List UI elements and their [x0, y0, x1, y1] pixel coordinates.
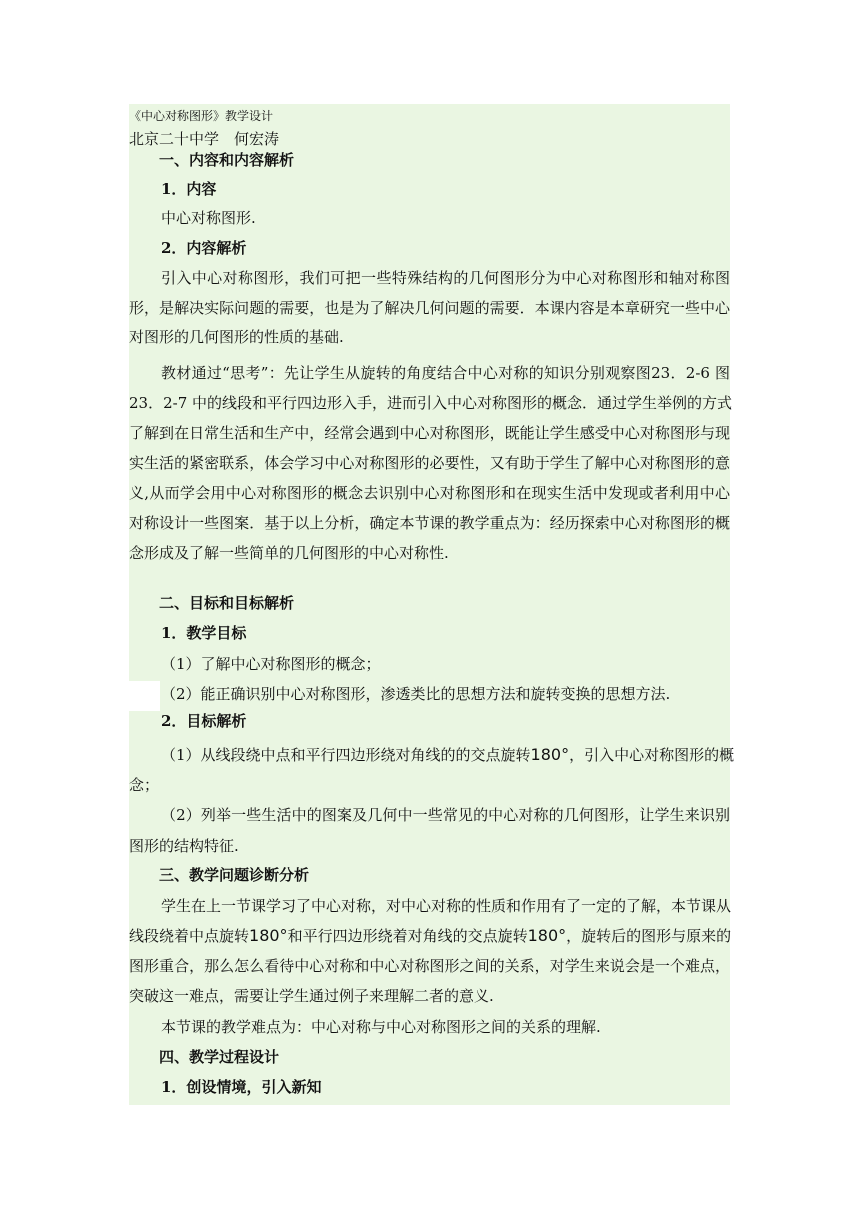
analysis-text: ，引入中心对称图形的概 [569, 746, 735, 764]
section-1-sub-1: 1．内容 [161, 180, 217, 198]
paragraph-line: 本节课的教学难点为：中心对称与中心对称图形之间的关系的理解. [161, 1018, 601, 1036]
paragraph-text: 线段绕着中点旋转 [129, 927, 250, 945]
analysis-line: （2）列举一些生活中的图案及几何中一些常见的中心对称的几何图形，让学生来识别 [161, 806, 730, 824]
section-2-sub-1: 1．教学目标 [161, 624, 247, 642]
degree-value: 180° [530, 745, 570, 764]
paragraph-line: 念形成及了解一些简单的几何图形的中心对称性. [129, 544, 449, 562]
analysis-line: 念； [129, 776, 160, 794]
section-2-heading: 二、目标和目标解析 [159, 594, 295, 612]
section-1-heading: 一、内容和内容解析 [159, 151, 295, 169]
goal-item: （2）能正确识别中心对称图形，渗透类比的思想方法和旋转变换的思想方法. [161, 685, 671, 703]
analysis-line: 图形的结构特征. [129, 837, 239, 855]
section-3-heading: 三、教学问题诊断分析 [159, 866, 310, 884]
paragraph-line: 了解到在日常生活和生产中，经常会遇到中心对称图形，既能让学生感受中心对称图形与现 [129, 424, 730, 442]
paragraph-line: 形，是解决实际问题的需要，也是为了解决几何问题的需要．本课内容是本章研究一些中心 [129, 299, 730, 317]
analysis-text: （1）从线段绕中点和平行四边形绕对角线的的交点旋转 [161, 746, 531, 764]
paragraph-line: 对称设计一些图案．基于以上分析，确定本节课的教学重点为：经历探索中心对称图形的概 [129, 514, 730, 532]
author-line: 北京二十中学 何宏涛 [129, 130, 280, 148]
paragraph-text: 和平行四边形绕着对角线的交点旋转 [287, 927, 528, 945]
paragraph-line: 引入中心对称图形，我们可把一些特殊结构的几何图形分为中心对称图形和轴对称图 [161, 269, 730, 287]
paragraph-line: 义,从而学会用中心对称图形的概念去识别中心对称图形和在现实生活中发现或者利用中心 [129, 484, 730, 502]
section-4-heading: 四、教学过程设计 [159, 1048, 280, 1066]
degree-value: 180° [527, 926, 567, 945]
analysis-line [129, 745, 735, 765]
section-1-content: 中心对称图形. [161, 209, 256, 227]
paragraph-line: 图形重合，那么怎么看待中心对称和中心对称图形之间的关系，对学生来说会是一个难点， [129, 957, 730, 975]
paragraph-text: ，旋转后的图形与原来的 [566, 927, 732, 945]
document-title: 《中心对称图形》教学设计 [129, 109, 274, 123]
paragraph-line: 对图形的几何图形的性质的基础. [129, 328, 344, 346]
paragraph-line: 23．2-7 中的线段和平行四边形入手，进而引入中心对称图形的概念．通过学生举例的方式 [129, 394, 733, 412]
section-2-sub-2: 2．目标解析 [161, 712, 247, 730]
paragraph-line: 突破这一难点，需要让学生通过例子来理解二者的意义. [129, 987, 494, 1005]
goal-item: （1）了解中心对称图形的概念； [161, 655, 381, 673]
paragraph-line [129, 926, 730, 946]
degree-value: 180° [249, 926, 288, 945]
paragraph-line: 实生活的紧密联系，体会学习中心对称图形的必要性，又有助于学生了解中心对称图形的意 [129, 454, 730, 472]
section-1-sub-2: 2．内容解析 [161, 239, 247, 257]
section-4-sub-1: 1．创设情境，引入新知 [161, 1078, 322, 1096]
paragraph-line: 教材通过“思考”：先让学生从旋转的角度结合中心对称的知识分别观察图23．2-6 图 [161, 364, 730, 382]
paragraph-line: 学生在上一节课学习了中心对称，对中心对称的性质和作用有了一定的了解，本节课从 [161, 897, 732, 915]
